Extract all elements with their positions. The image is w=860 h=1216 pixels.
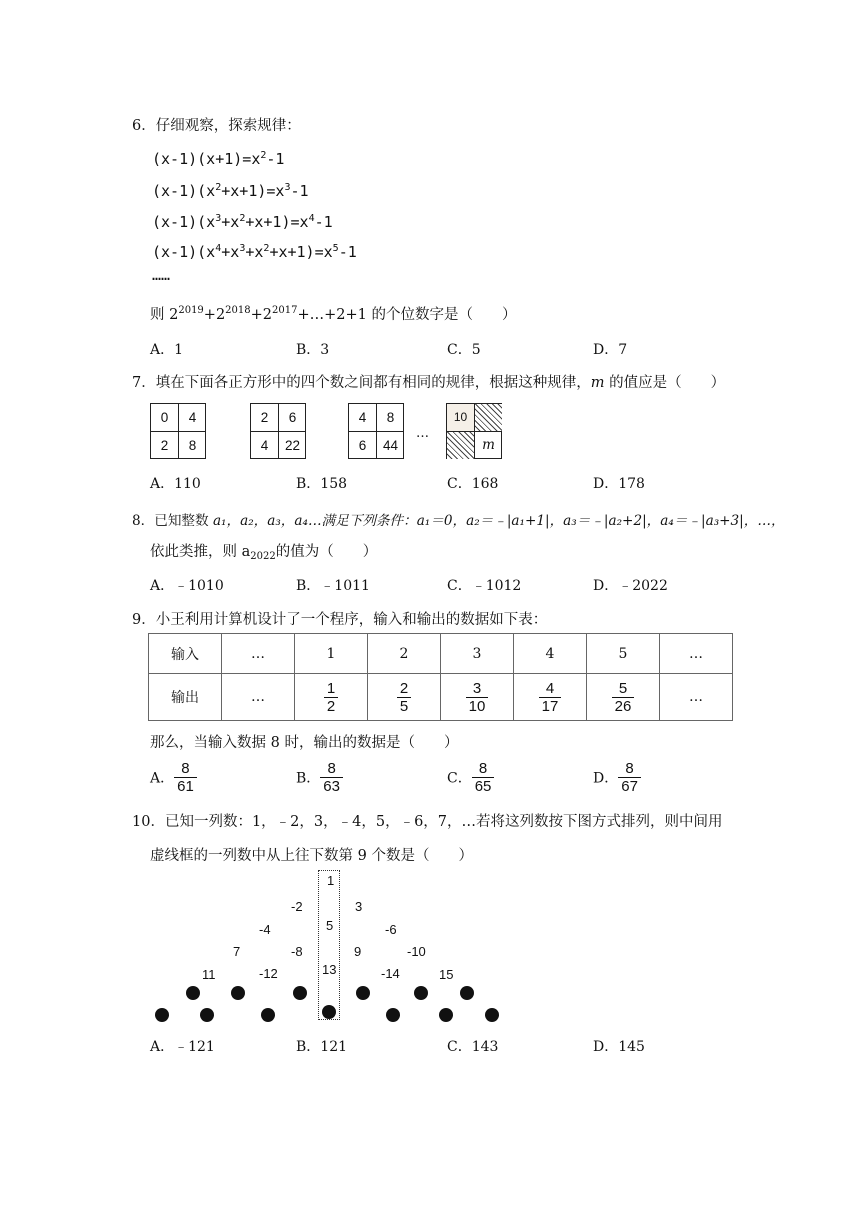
q10-stem-line2: 虚线框的一列数中从上往下数第 9 个数是（ ） (150, 848, 473, 864)
hatched-cell (475, 404, 502, 431)
triangle-number: -8 (291, 944, 303, 959)
q9-option-b[interactable]: B． $\frac{8}{63}$ (296, 760, 343, 795)
table-cell (441, 674, 514, 721)
table-cell: 4 (514, 634, 587, 674)
triangle-number: -4 (259, 922, 271, 937)
table-cell: … (660, 674, 733, 721)
triangle-number: 13 (322, 962, 337, 977)
triangle-number: 5 (326, 918, 334, 933)
cell: 6 (358, 438, 367, 453)
dot (485, 1008, 499, 1022)
dot (356, 986, 370, 1000)
q10-stem-line1: 10．已知一列数：1，﹣2，3，﹣4，5，﹣6，7，…若将这列数按下图方式排列，则中间用 (132, 814, 723, 830)
triangle-number: -6 (385, 922, 397, 937)
dot (322, 1005, 336, 1019)
table-cell: 输出 (149, 674, 222, 721)
q8-option-a[interactable]: A．﹣1010 (150, 578, 224, 594)
cell: 4 (260, 438, 269, 453)
cell: 4 (358, 410, 367, 425)
input-row (149, 634, 733, 674)
number-square-3 (348, 403, 404, 459)
triangle-number: 1 (327, 873, 335, 888)
cell: 8 (386, 410, 395, 425)
q10-option-a[interactable]: A．﹣121 (150, 1039, 215, 1055)
q7-option-b[interactable]: B．158 (296, 476, 348, 492)
dashed-column-box (318, 870, 340, 1020)
dot (200, 1008, 214, 1022)
number-square-4 (446, 403, 502, 459)
table-cell (368, 674, 441, 721)
triangle-number: -14 (381, 966, 400, 981)
q6-option-b[interactable]: B．3 (296, 342, 330, 358)
dot (386, 1008, 400, 1022)
q7-option-c[interactable]: C．168 (447, 476, 499, 492)
fraction: $\frac{3}{10}$ (466, 680, 489, 715)
triangle-number: -2 (291, 899, 303, 914)
number-square-2 (250, 403, 306, 459)
q8-stem-line2: 依此类推，则 $a_{2022}$的值为（ ） (150, 544, 378, 562)
triangle-number: -12 (259, 966, 278, 981)
table-cell: … (222, 674, 295, 721)
cell: 2 (160, 438, 169, 453)
dot (460, 986, 474, 1000)
table-cell: 1 (295, 634, 368, 674)
squares-ellipsis: … (416, 426, 429, 441)
output-row (149, 674, 733, 721)
q9-option-d[interactable]: D． $\frac{8}{67}$ (593, 760, 641, 795)
triangle-number: 15 (439, 967, 454, 982)
table-cell: 输入 (149, 634, 222, 674)
q6-ellipsis: …… (152, 266, 171, 284)
fraction: $\frac{5}{26}$ (612, 680, 635, 715)
q8-option-c[interactable]: C．﹣1012 (447, 578, 522, 594)
fraction: $\frac{2}{5}$ (397, 680, 411, 715)
q9-option-c[interactable]: C． $\frac{8}{65}$ (447, 760, 494, 795)
input-output-table (148, 633, 733, 721)
table-cell (295, 674, 368, 721)
q7-stem: 7．填在下面各正方形中的四个数之间都有相同的规律，根据这种规律，m 的值应是（ ） (132, 375, 726, 391)
table-cell: … (222, 634, 295, 674)
table-cell (514, 674, 587, 721)
cell: 22 (284, 438, 301, 453)
triangle-number: 9 (354, 944, 362, 959)
triangle-number: 7 (233, 944, 241, 959)
cell: 10 (447, 404, 474, 431)
triangle-number: -10 (407, 944, 426, 959)
q8-stem-line1: 8．已知整数 a₁，a₂，a₃，a₄…满足下列条件：a₁＝0，a₂＝﹣|a₁+1|，a₃＝﹣|a₂+2|，a₄＝﹣|a₃+3|，…， (132, 513, 785, 529)
dot (186, 986, 200, 1000)
triangle-number: 3 (355, 899, 363, 914)
dot (414, 986, 428, 1000)
q6-stem: 6．仔细观察，探索规律： (132, 118, 301, 134)
q6-question: 则 $2^{2019}+2^{2018}+2^{2017}+\dots+2+1$ 的个位数字是（ ） (150, 305, 517, 323)
triangle-number: 11 (202, 967, 216, 982)
cell: 4 (188, 410, 197, 425)
cell: 0 (160, 410, 169, 425)
q6-option-d[interactable]: D．7 (593, 342, 628, 358)
q7-option-d[interactable]: D．178 (593, 476, 645, 492)
table-cell: 5 (587, 634, 660, 674)
hatched-cell (447, 432, 474, 459)
cell: 8 (188, 438, 197, 453)
cell: 2 (260, 410, 269, 425)
dot (231, 986, 245, 1000)
cell-m: m (482, 437, 495, 453)
dot (293, 986, 307, 1000)
q10-option-d[interactable]: D．145 (593, 1039, 645, 1055)
dot (439, 1008, 453, 1022)
dot (261, 1008, 275, 1022)
q6-equation-3: $(x-1)(x^3+x^2+x+1)=x^4-1$ (152, 213, 333, 231)
q8-option-d[interactable]: D．﹣2022 (593, 578, 668, 594)
q7-option-a[interactable]: A．110 (150, 476, 201, 492)
fraction: $\frac{4}{17}$ (539, 680, 562, 715)
q10-option-b[interactable]: B．121 (296, 1039, 348, 1055)
q6-equation-2: $(x-1)(x^2+x+1)=x^3-1$ (152, 182, 309, 200)
q6-equation-4: $(x-1)(x^4+x^3+x^2+x+1)=x^5-1$ (152, 243, 357, 261)
fraction: $\frac{1}{2}$ (324, 680, 338, 715)
q10-option-c[interactable]: C．143 (447, 1039, 499, 1055)
q6-option-c[interactable]: C．5 (447, 342, 481, 358)
q6-option-a[interactable]: A．1 (150, 342, 184, 358)
q6-equation-1: $(x-1)(x+1)=x^2-1$ (152, 150, 285, 168)
q9-option-a[interactable]: A． $\frac{8}{61}$ (150, 760, 197, 795)
cell: 44 (382, 438, 399, 453)
table-cell: 3 (441, 634, 514, 674)
number-square-1 (150, 403, 206, 459)
dot (155, 1008, 169, 1022)
table-cell: 2 (368, 634, 441, 674)
table-cell: … (660, 634, 733, 674)
q8-option-b[interactable]: B．﹣1011 (296, 578, 370, 594)
q9-stem: 9．小王利用计算机设计了一个程序，输入和输出的数据如下表： (132, 612, 548, 628)
table-cell (587, 674, 660, 721)
q9-question: 那么，当输入数据 8 时，输出的数据是（ ） (150, 735, 459, 751)
cell: 6 (288, 410, 297, 425)
